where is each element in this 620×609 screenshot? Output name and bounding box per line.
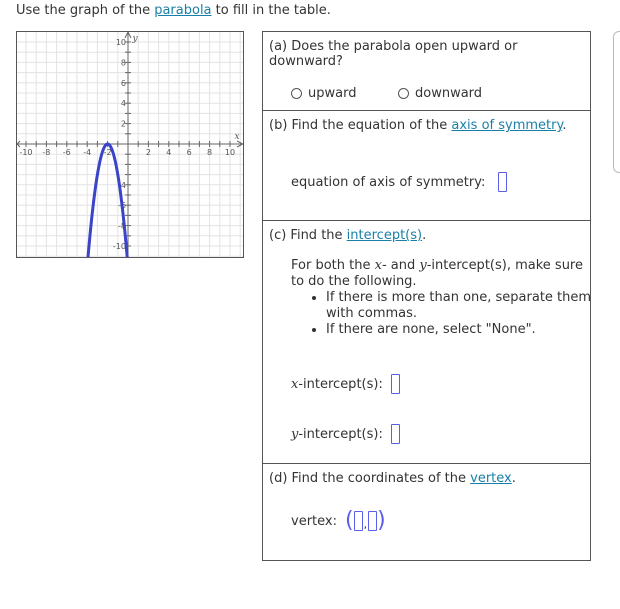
axis-of-symmetry-input[interactable] [498,172,507,192]
y-intercept-label: -intercept(s): [298,426,383,442]
instructions-suffix: to fill in the table. [211,3,331,18]
x-tick-label: -4 [83,148,92,157]
tick-labels [19,34,239,251]
y-intercept-input[interactable] [391,424,400,444]
x-tick-label: 4 [166,148,172,157]
axis-answer-row [291,172,507,192]
x-tick-label: 10 [224,148,236,157]
part-a-question: (a) Does the parabola open upward or downward? [269,39,518,69]
part-d-suffix: . [511,471,516,486]
x-tick-label: 8 [207,148,213,157]
bullet-item: • If there is more than one, separate them with commas. [326,290,594,322]
instr-x-var: x [374,258,382,273]
intercepts-link[interactable]: intercept(s) [346,228,423,243]
axis-answer-label: equation of axis of symmetry: [291,174,486,190]
instr-prefix: For both the [291,258,375,273]
part-a-section [263,32,590,111]
x-intercept-input[interactable] [391,374,400,394]
x-tick-label: -8 [42,148,51,157]
vertex-answer-row [291,508,386,533]
x-intercept-row [291,374,400,394]
instruction-bullets [291,290,594,338]
instr-suffix: -intercept(s), make sure to do the following. [291,258,583,289]
upward-label: upward [308,86,357,101]
part-d-prefix: (d) Find the coordinates of the [269,471,471,486]
answer-table [262,31,591,561]
part-c-instructions [291,258,591,290]
vertex-comma: , [363,518,368,531]
y-tick-label: 6 [120,78,126,88]
vertex-x-input[interactable] [354,511,363,531]
x-tick-label: 2 [145,148,151,157]
vertex-open-paren: ( [344,508,354,533]
vertex-label: vertex: [291,513,337,529]
y-tick-label: 2 [120,119,126,129]
y-tick-label: -8 [118,221,126,231]
right-side-panel-edge [613,31,620,173]
part-d-section [263,464,590,561]
bullet-item: • If there are none, select "None". [326,322,594,338]
part-b-suffix: . [562,118,567,133]
y-tick-label: 8 [120,58,126,68]
y-intercept-row [291,424,400,444]
x-tick-label: -2 [103,148,112,157]
part-c-question [269,228,426,243]
y-tick-label: -10 [112,242,126,251]
downward-label: downward [415,86,483,101]
x-tick-label: -10 [19,148,33,157]
instr-mid: - and [381,258,420,273]
graph-svg [17,32,243,257]
y-intercept-var: y [291,426,299,442]
instructions-text [16,3,331,18]
parabola-link[interactable]: parabola [154,3,212,18]
y-tick-label: -6 [118,201,126,211]
downward-radio[interactable] [398,88,409,99]
part-c-suffix: . [422,228,427,243]
downward-option[interactable] [398,86,482,101]
part-b-question [269,118,566,133]
upward-option[interactable] [291,86,356,101]
part-c-prefix: (c) Find the [269,228,347,243]
part-d-question [269,471,516,486]
vertex-close-paren: ) [377,508,386,533]
axis-of-symmetry-link[interactable]: axis of symmetry [451,118,563,133]
vertex-y-input[interactable] [368,511,377,531]
upward-radio[interactable] [291,88,302,99]
x-axis-label: x [234,132,240,142]
part-b-section [263,111,590,221]
part-b-prefix: (b) Find the equation of the [269,118,452,133]
y-tick-label: 10 [115,38,126,47]
instr-y-var: y [419,258,427,273]
part-c-section [263,221,590,464]
y-tick-label: 4 [120,99,126,109]
instructions-prefix: Use the graph of the [16,3,155,18]
vertex-link[interactable]: vertex [470,471,512,486]
x-intercept-label: -intercept(s): [298,376,383,392]
x-intercept-var: x [291,376,299,392]
parabola-graph [16,31,244,258]
x-tick-label: 6 [186,148,192,157]
x-tick-label: -6 [62,148,71,157]
y-tick-label: -4 [118,180,126,190]
y-axis-label: y [132,34,138,44]
